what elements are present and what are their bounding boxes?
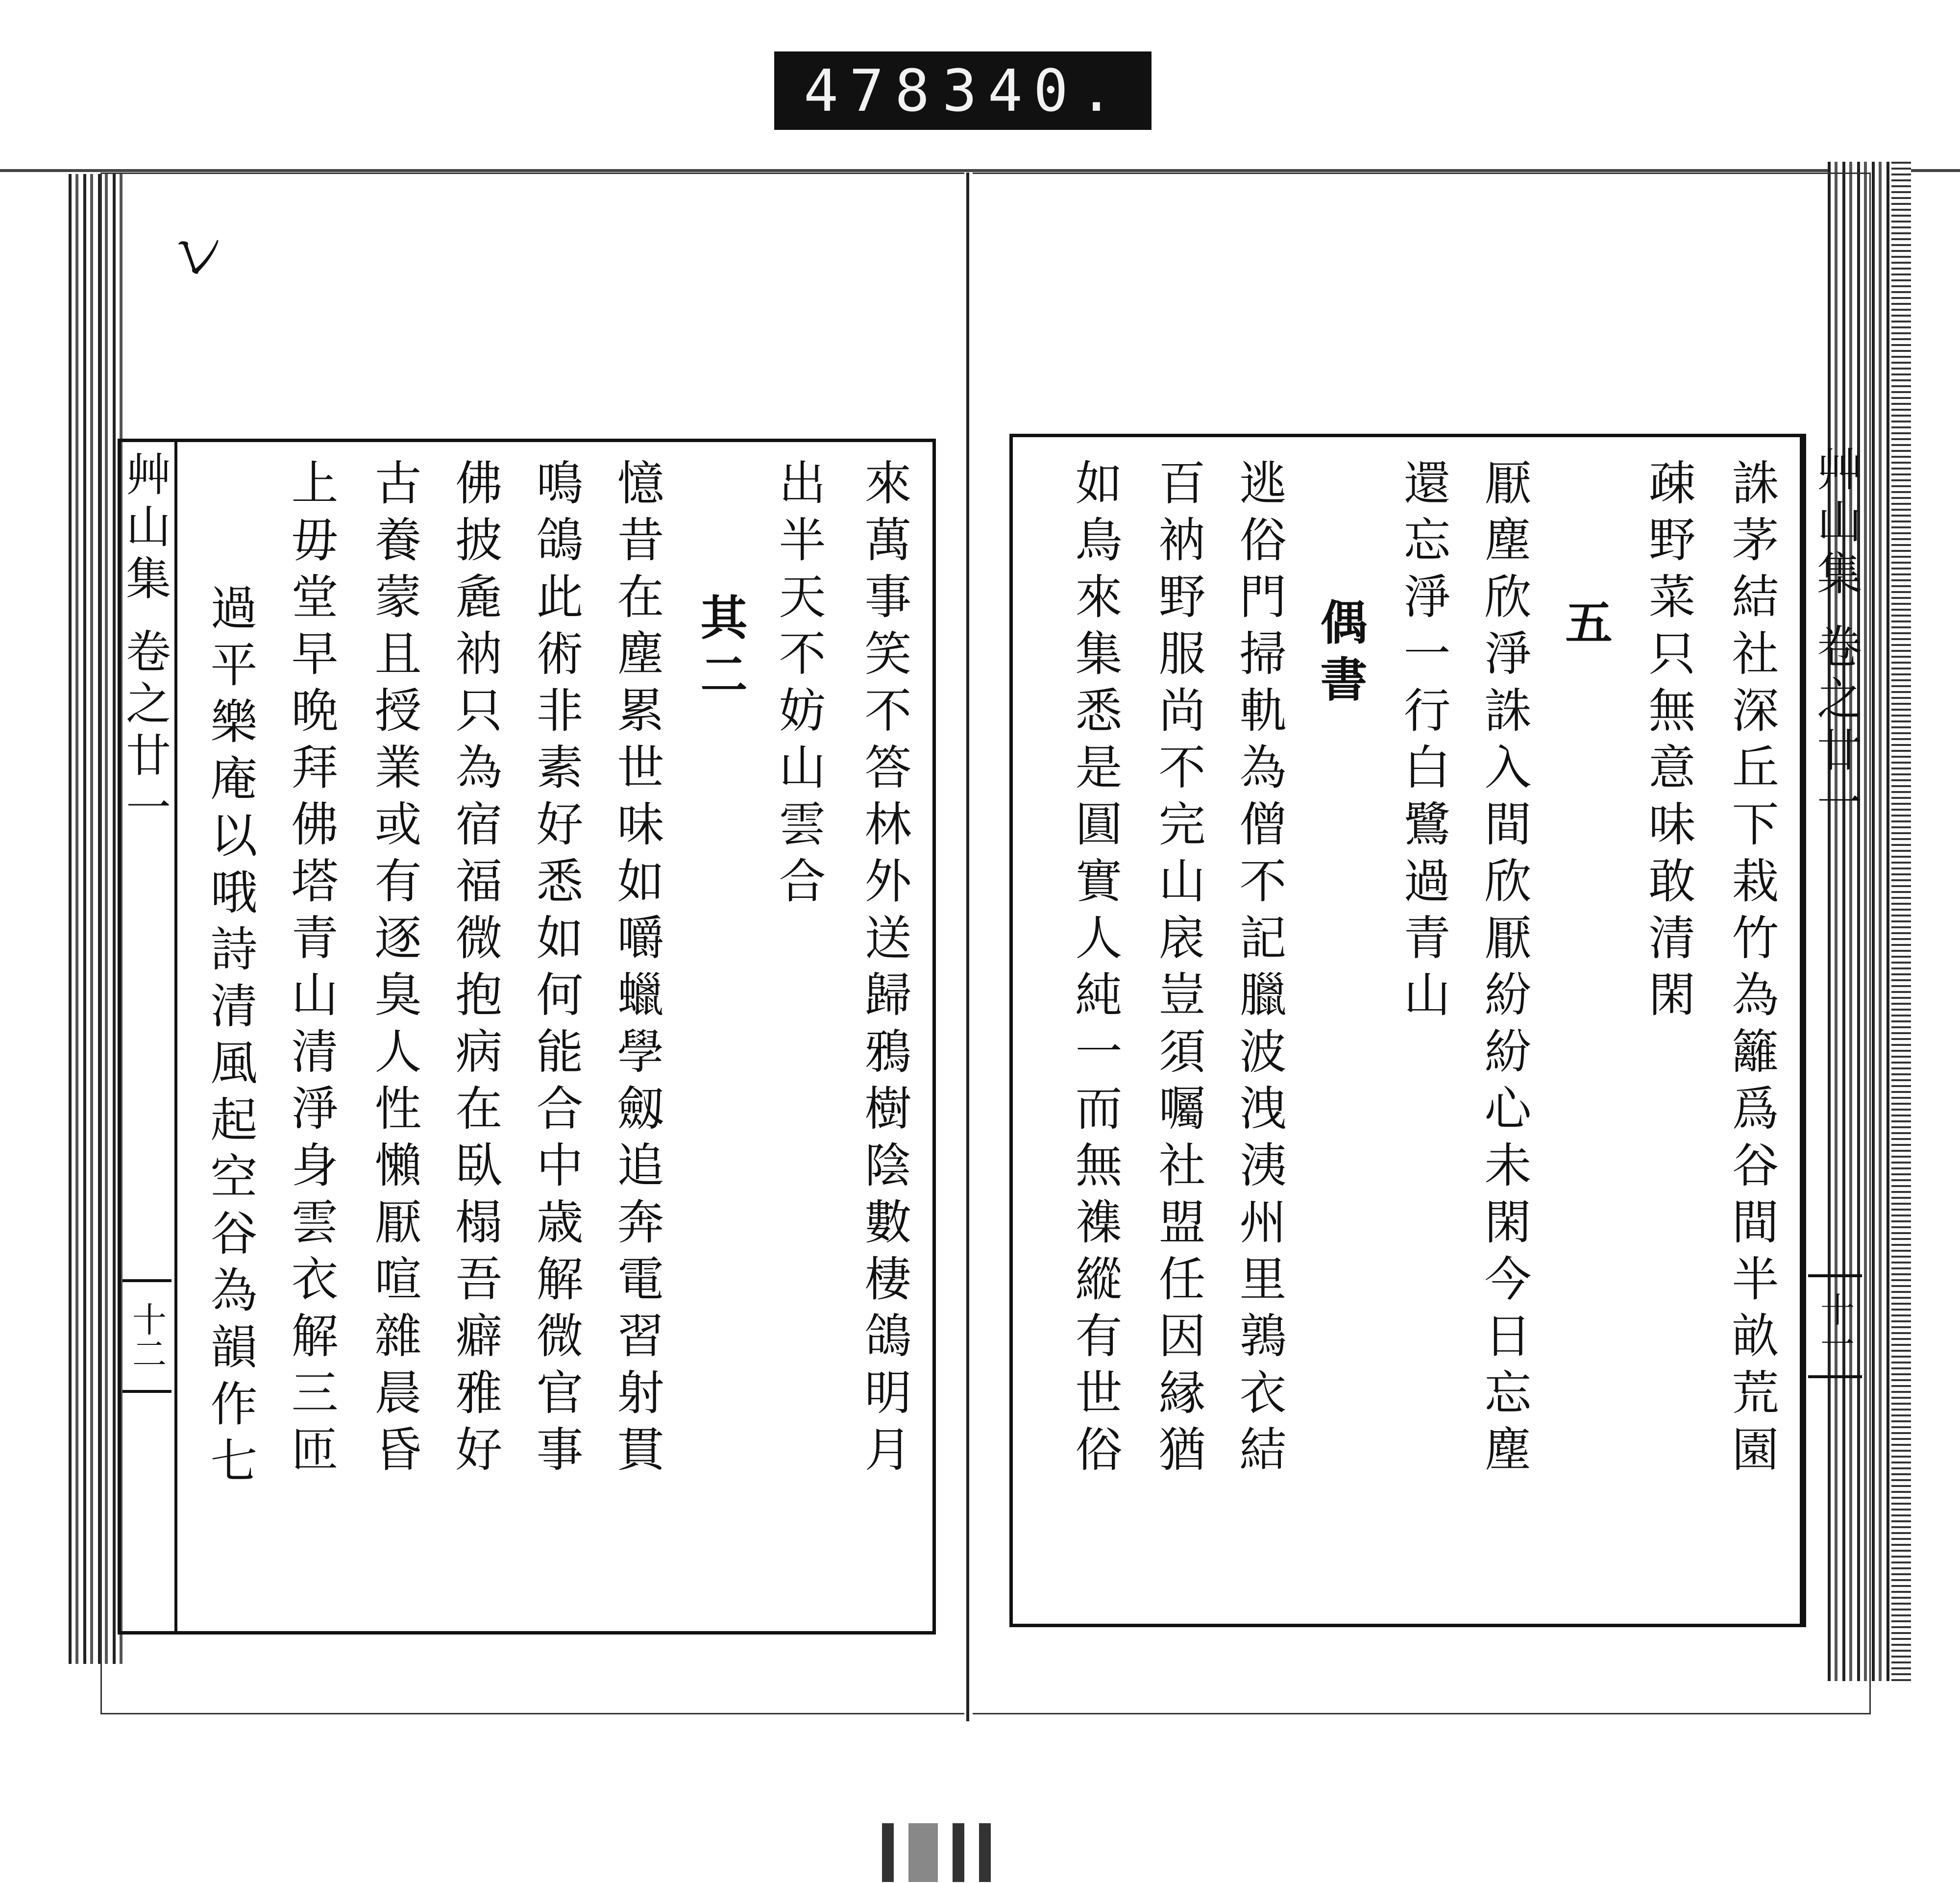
- left-hashira-title: 艸山集 卷之廿一: [118, 439, 177, 1635]
- left-col-7: 古養蒙且授業或有逐臭人性懶厭喧雜晨昏: [367, 458, 422, 1482]
- right-col-1: 誅茅結社深丘下栽竹為籬爲谷間半畝荒園: [1724, 458, 1779, 1482]
- right-col-9: 如鳥來集悉是圓實人純一而無襍縱有世俗: [1068, 458, 1123, 1482]
- spine-mark: [953, 1823, 964, 1882]
- archive-number-right: 340.: [942, 57, 1125, 124]
- left-col-2: 出半天不妨山雲合: [771, 458, 826, 913]
- left-col-6: 佛披麁衲只為宿福微抱病在臥榻吾癖雅好: [448, 458, 503, 1482]
- right-col-8: 百衲野服尚不完山扆豈須囑社盟任因縁猶: [1151, 458, 1206, 1482]
- right-col-4: 厭塵欣淨誅入間欣厭紛紛心未閑今日忘塵: [1477, 458, 1532, 1482]
- left-col-9: 過平樂庵以哦詩清風起空谷為韻作七: [203, 583, 258, 1493]
- right-col-6-heading: 偶書: [1313, 598, 1368, 712]
- right-col-3-heading: 五: [1558, 598, 1613, 655]
- right-hashira-title: 艸山集 卷之廿一: [1803, 434, 1867, 1627]
- right-folio-number: 十一: [1808, 1274, 1862, 1378]
- corner-check-mark: レ: [164, 215, 236, 293]
- left-col-1: 來萬事笑不答林外送歸鴉樹陰數棲鴿明月: [857, 458, 912, 1482]
- left-col-8: 上毋堂早晩拜佛塔青山清淨身雲衣解三匝: [284, 458, 339, 1482]
- spine-mark: [908, 1823, 938, 1882]
- right-col-7: 逃俗門掃軌為僧不記臘波洩洟州里鶉衣結: [1232, 458, 1287, 1482]
- right-col-5: 還忘淨一行白鷺過青山: [1396, 458, 1451, 1027]
- left-col-3-heading: 其二: [693, 593, 748, 707]
- gutter-line: [966, 173, 969, 1721]
- spine-marks: [882, 1809, 1068, 1882]
- right-edge-hatch: [1891, 162, 1911, 1681]
- spine-mark: [979, 1823, 991, 1882]
- top-rule: [0, 169, 1960, 172]
- left-folio-number: 十二: [122, 1279, 172, 1393]
- spine-mark: [882, 1823, 894, 1882]
- archive-number-left: 478: [804, 57, 941, 124]
- archive-label: [774, 51, 1152, 130]
- right-col-2: 疎野菜只無意味敢清閑: [1641, 458, 1696, 1027]
- left-col-5: 鳴鴿此術非素好悉如何能合中歳解微官事: [529, 458, 584, 1482]
- left-col-4: 憶昔在塵累世味如嚼蠟學劔追奔電習射貫: [610, 458, 664, 1482]
